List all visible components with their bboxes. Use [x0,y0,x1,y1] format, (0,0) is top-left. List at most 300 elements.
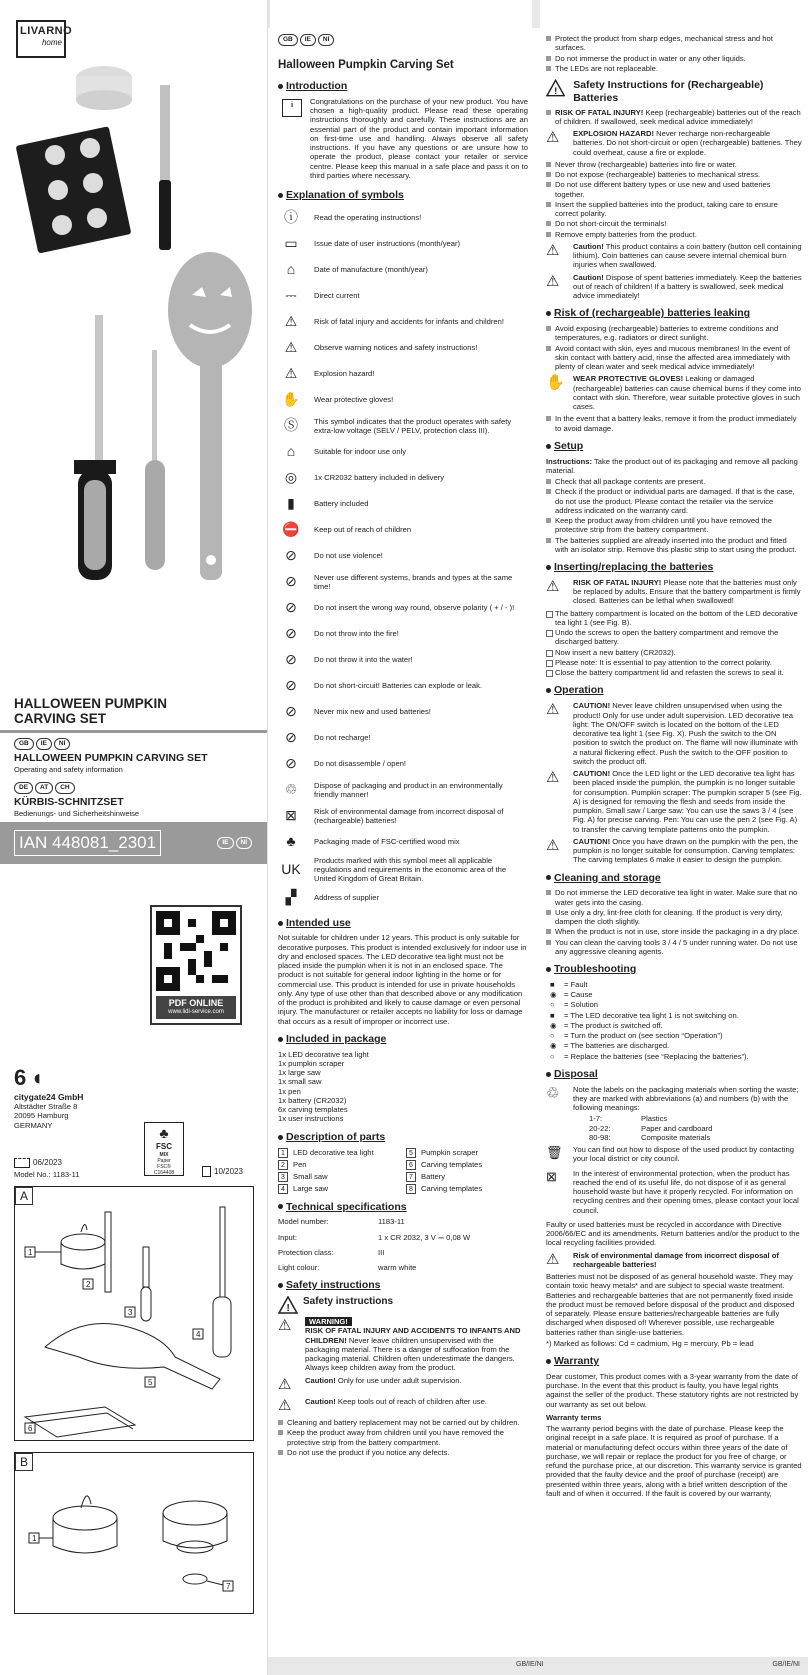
code-number: 80-98: [589,1132,611,1142]
env-text: Batteries must not be disposed of as general household waste. They may contain toxic heavy metals* and are subject to special waste treatment. Batteries and rechargeable batteries that are not permanently fixed inside the product must be removed before disposal of the product and disposed of separately. Please ensure batteries/rechargeable batteries are fully discharged when disposed of! Wherever possible, use rechargeable batteries rather than single-use batteries. [546,1272,795,1337]
symbol-row [278,466,528,490]
figure-a-drawing [15,1187,253,1440]
figure-b-drawing [15,1453,253,1613]
explosion-text: Never recharge non-rechargeable batteries. Do not short-circuit or open (rechargeable) batteries. They could overheat, cause a fire or explode. [573,129,802,157]
issue-date-icon: ▭ [284,235,298,252]
brand-sub: home [41,38,62,48]
svg-text:!: ! [286,1303,290,1315]
symbol-row [278,388,528,412]
mfg-date: 06/2023 [33,1158,62,1168]
environment-dispose-icon: ♲ [284,781,298,798]
safety-item: Do not use the product if you notice any defects. [278,1448,528,1457]
leak-heading: Risk of (rechargeable) batteries leaking [546,307,802,320]
content-column-2 [540,0,808,1675]
operation-caution-icon-3: ⚠ [546,836,560,854]
symbol-row [278,700,528,724]
part-item [278,1160,400,1170]
caution-1-text: Only for use under adult supervision. [335,1375,462,1385]
troubleshooting-list [546,980,802,1061]
cleaning-list [546,888,802,956]
warranty-terms-heading: Warranty terms [546,1412,602,1422]
no-short-circuit-icon: ⊘ [285,677,297,694]
setup-instr-text: Take the product out of its packaging and remove all packing material. [546,456,798,475]
footer-right: GB/IE/NI [772,1661,800,1668]
code-meaning: Paper and cardboard [641,1123,713,1133]
book-icon [202,1166,211,1177]
trouble-text: = The LED decorative tea light 1 is not switching on. [564,1010,739,1020]
symbol-row [278,284,528,308]
trouble-text: = Turn the product on (see section “Operation”) [564,1031,723,1041]
symbol-text: Do not disassemble / open! [314,759,407,769]
insert-item: The battery compartment is located on the bottom of the LED decorative tea light 1 (see Fig. B). [546,609,802,628]
intended-text: Not suitable for children under 12 years. This product is only suitable for decorative purposes. This product is intended exclusively for indoor use in dry and enclosed spaces. The LED decorative tea light must not be placed inside the pumpkin when it is not in an enclosed space. The product is not suitable for general indoor lighting in the home or for commercial use. This product is intended for use in private households only. Any type of use other than that described above or any modification of the product is prohibited and likely to cause damage or even personal injury. The manufacturer or retailer accepts no liability for loss or damage that occurs as a result of improper or incorrect use. [278,933,527,1026]
hdr-badge-gb: GB [278,34,298,46]
battery-item: Do not expose (rechargeable) batteries to mechanical stress. [546,170,802,179]
ian-badge-ie: IE [217,837,233,849]
coin-caution-bold: Caution! [573,241,604,251]
insert-item: Now insert a new battery (CR2032). [546,648,802,657]
package-item: 1x large saw [278,1068,321,1078]
symbol-text: Date of manufacture (month/year) [314,265,428,275]
insert-item: Please note: It is essential to pay attention to the correct polarity. [546,658,802,667]
dispose-caution-text: Dispose of spent batteries immediately. Keep the batteries out of reach of children! If a battery is swallowed, seek medical advice immediately! [573,272,802,301]
leak-list [546,324,802,371]
manufacture-date-icon: ⌂ [286,261,296,278]
age-number: 6 [14,1065,27,1090]
trouble-symbol: ■ [550,1010,555,1020]
ian-badge-ni: NI [236,837,253,849]
symbol-text: Risk of environmental damage from incorrect disposal of (rechargeable) batteries! [314,806,504,825]
spec-key: Input: [278,1232,297,1242]
trouble-symbol: ◉ [550,1020,557,1030]
content-column-1 [270,0,532,1675]
symbol-text: Battery included [314,499,369,509]
no-disassemble-icon: ⊘ [285,755,297,772]
lang-badges-header [278,34,528,46]
battery-item: Do not use different battery types or use new and used batteries together. [546,180,802,199]
part-item [406,1160,528,1170]
safety-item: Cleaning and battery replacement may not be carried out by children. [278,1418,528,1427]
gloves-text: Leaking or damaged (rechargeable) batteries can cause chemical burns if they come into contact with skin. Therefore, wear suitable protective gloves in such cases. [573,374,801,412]
figure-b [14,1452,254,1614]
trouble-symbol: ■ [550,979,555,989]
svg-text:7: 7 [226,1582,231,1591]
part-number: 2 [278,1160,288,1170]
part-label: Carving templates [421,1159,483,1169]
part-item [406,1172,528,1182]
setup-heading: Setup [546,440,802,453]
safety-heading: Safety instructions [278,1279,528,1292]
gloves-icon: ✋ [282,391,300,408]
qr-code [156,911,236,991]
parts-heading: Description of parts [278,1131,528,1144]
protect-item: Do not immerse the product in water or any other liquids. [546,54,802,63]
symbol-text: Never mix new and used batteries! [314,707,431,717]
code-row [573,1124,802,1133]
symbol-text: Explosion hazard! [314,369,375,379]
env-bold: Risk of environmental damage from incorrect disposal of rechargeable batteries! [573,1250,779,1269]
selv-icon: Ⓢ [284,417,298,434]
warranty-terms-text: The warranty period begins with the date of purchase. Please keep the original receipt in a safe place. It is required as proof of purchase. If a material or manufacturing defect occurs within three years of the date of purchase, we will repair or replace the product for you free of charge, or refund the purchase price, at our discretion. This warranty service is granted provided that the faulty device and the proof of purchase (receipt) are presented within three years, along with a brief written description of the fault and of when it occurred. If the fault is covered by our warranty, [546,1424,802,1498]
trouble-row [546,1011,802,1020]
symbol-row [278,336,528,360]
ukca-icon: UK [281,861,301,878]
symbol-text: Read the operating instructions! [314,213,422,223]
trouble-row [546,1031,802,1040]
insert-warning-text: Please note that the batteries must only be replaced by adults. Ensure that the battery compartment is firmly closed. Batteries can be lethal when swallowed! [573,577,801,606]
svg-text:5: 5 [148,1378,153,1387]
symbol-text: Direct current [314,291,360,301]
symbol-row [278,886,528,910]
hdr-badge-ie: IE [300,34,316,46]
symbol-row [278,544,528,568]
doc-title: Halloween Pumpkin Carving Set [278,59,454,71]
moon-icon: ◖ [30,1065,44,1090]
badge-gb: GB [14,738,34,750]
tech-heading: Technical specifications [278,1201,528,1214]
symbol-text: Suitable for indoor use only [314,447,407,457]
keep-away-children-icon: ⛔ [282,521,300,538]
battery-list [546,160,802,239]
supplier-icon: ▞ [285,889,297,906]
tech-spec-table [278,1217,528,1272]
part-number: 1 [278,1148,288,1158]
explosion-icon: ⚠ [546,129,560,147]
insert-item: Close the battery compartment lid and refasten the screws to seal it. [546,668,802,677]
symbol-text: Do not throw it into the water! [314,655,413,665]
trouble-symbol: ◉ [550,990,557,1000]
title-rule [0,730,268,733]
figure-a [14,1186,254,1441]
cleaning-item: Use only a dry, lint-free cloth for cleaning. If the product is very dirty, dampen the cloth slightly. [546,908,802,927]
symbol-text: Risk of fatal injury and accidents for infants and children! [314,317,504,327]
caution-1-bold: Caution! [305,1375,336,1385]
info-book-icon: i [282,99,302,117]
code-number: 1-7: [589,1114,603,1124]
trouble-text: = Replace the batteries (see “Replacing the batteries”). [564,1051,749,1061]
op1-text: Never leave children unsupervised when using the product! Only for use under adult supervision. LED decorative tea light: The ON/OFF switch is located on the bottom of the LED decorative tea light 1 (see Fig. X). Push the switch to the ON position to switch the product on. The flame will now illuminate with a natural flickering effect. Push the switch to the OFF position to switch the product off. [573,701,798,766]
package-item: 6x carving templates [278,1105,348,1115]
brand-name: LIVARNO [20,25,73,37]
battery-item: Do not short-circuit the terminals! [546,219,802,228]
symbol-text: Observe warning notices and safety instructions! [314,343,478,353]
child-danger-icon: ⚠ [284,313,298,330]
part-label: Large saw [293,1183,329,1193]
battery-safety-heading: Safety Instructions for (Rechargeable) Batteries [573,79,764,104]
op2-bold: CAUTION! [573,769,611,779]
gb-subtitle: Operating and safety information [14,764,123,774]
spec-value: warm white [378,1263,417,1273]
safety-subheading: Safety instructions [303,1296,394,1308]
operation-caution-icon-2: ⚠ [546,769,560,787]
cleaning-heading: Cleaning and storage [546,872,802,885]
symbol-text: Never use different systems, brands and types at the same time! [314,572,513,591]
trouble-symbol: ○ [550,1000,555,1010]
code-meaning: Plastics [641,1114,668,1124]
part-number: 3 [278,1172,288,1182]
op1-bold: CAUTION! [573,701,611,711]
symbol-row [278,310,528,334]
warning-notice-icon: ⚠ [284,339,298,356]
gb-title: HALLOWEEN PUMPKIN CARVING SET [14,752,208,764]
badge-ie: IE [36,738,52,750]
coin-battery-warning-icon: ⚠ [546,241,560,259]
intro-text: Congratulations on the purchase of your new product. You have chosen a high-quality product. Please read these operating instructions thoroughly and carefully. These instructions are an essential part of the product and contain important information on first-time use and handling. Always observe all safety instructions. If you have any questions or are unsure how to operate the product, please contact your retailer or service centre. Please keep this manual in a safe place and pass it on to third parties where necessary. [310,96,528,180]
ian-band [0,822,268,864]
symbols-list [278,206,528,910]
package-heading: Included in package [278,1033,528,1046]
symbol-row [278,622,528,646]
symbol-row [278,362,528,386]
battery-item: Remove empty batteries from the product. [546,230,802,239]
setup-item: Keep the product away from children until you have removed the protective strip from the battery compartment. [546,516,802,535]
setup-list [546,477,802,554]
symbol-text: Do not recharge! [314,733,371,743]
symbol-row [278,752,528,776]
crossed-bin-icon: ⊠ [546,1168,557,1184]
company-name: citygate24 GmbH [14,1091,84,1102]
package-item: 1x user instructions [278,1114,344,1124]
badge-ch: CH [55,782,74,794]
no-mix-batteries-icon: ⊘ [285,703,297,720]
figure-a-label: A [15,1187,33,1205]
symbol-text: Wear protective gloves! [314,395,394,405]
no-water-icon: ⊘ [285,651,297,668]
polarity-icon: ⊘ [285,599,297,616]
battery-item: Never throw (rechargeable) batteries into fire or water. [546,160,802,169]
op2-text: Once the LED light or the LED decorative tea light has been placed inside the pumpkin, the pumpkin is no longer suitable for consumption. Pumpkin scraper: The pumpkin scraper 5 (see Fig. A) is designed for removing the flesh and seeds from inside the pumpkin. Small saw / Large saw: You can use the saws 3 / 4 (see Fig. A) for precise carving. Pen: You can use the pen 2 (see Fig. A) to transfer the carving template patterns onto the pumpkin. [573,769,802,834]
symbol-text: This symbol indicates that the product operates with safety extra-low voltage (SELV / PELV, protection class III). [314,416,512,435]
fsc-code: FSC® C164408 [153,1164,175,1177]
cover-title: HALLOWEEN PUMPKIN CARVING SET [14,696,167,726]
troubleshooting-heading: Troubleshooting [546,963,802,976]
setup-item: Check that all package contents are present. [546,477,802,486]
risk-fatal-bold: RISK OF FATAL INJURY! [555,107,644,117]
protect-item: The LEDs are not replaceable. [546,64,802,73]
fsc-icon: ♣ [286,833,296,850]
trouble-row [546,1052,802,1061]
symbol-row [278,570,528,594]
figure-b-label: B [15,1453,33,1471]
disposal-text-2: You can find out how to dispose of the used product by contacting your local district or city council. [573,1145,794,1164]
trouble-symbol: ○ [550,1051,555,1061]
issue-date: 10/2023 [214,1166,243,1176]
symbol-row [278,726,528,750]
op3-text: Once you have drawn on the pumpkin with the pen, the pumpkin is no longer suitable for consumption. Carving templates: The carving templates 6 make it easier to design the pumpkin. [573,836,798,865]
code-number: 20-22: [589,1123,611,1133]
symbol-row [278,674,528,698]
recycle-codes [573,1114,802,1142]
intro-heading: Introduction [278,80,528,93]
symbol-row [278,518,528,542]
ian-number: IAN 448081_2301 [14,830,161,857]
dispose-caution-bold: Caution! [573,272,604,282]
fsc-mix: MIX [159,1151,169,1158]
operation-caution-icon-1: ⚠ [546,701,560,719]
warning-label: WARNING! [305,1317,352,1326]
symbol-row [278,440,528,464]
symbol-text: Do not short-circuit! Batteries can explode or leak. [314,681,482,691]
badge-ni: NI [54,738,71,750]
leak-item: Avoid contact with skin, eyes and mucous membranes! In the event of skin contact with battery acid, rinse the affected area immediately with plenty of clean water and seek medical advice immediately! [546,344,802,372]
symbol-text: Do not use violence! [314,551,383,561]
package-item: 1x small saw [278,1077,322,1087]
battery-icon: ▮ [287,495,295,512]
trouble-text: = Cause [564,990,593,1000]
spec-key: Protection class: [278,1247,334,1257]
symbol-row [278,258,528,282]
lang-badges-gb [14,738,264,750]
spec-value: III [378,1247,385,1257]
symbol-row [278,232,528,256]
no-mix-systems-icon: ⊘ [285,573,297,590]
explosion-icon: ⚠ [284,365,298,382]
de-title: KÜRBIS-SCHNITZSET [14,795,124,808]
indoor-icon: ⌂ [286,443,296,460]
child-warning-icon: ⚠ [278,1317,292,1335]
battery-warning-icon [546,79,565,97]
product-photo [0,50,268,590]
part-item [278,1184,400,1194]
spec-key: Light colour: [278,1263,320,1273]
part-number: 6 [406,1160,416,1170]
coin-caution-text: This product contains a coin battery (button cell containing lithium). Coin batteries can cause severe internal chemical burn injuries when swallowed. [573,241,802,270]
caution-2-bold: Caution! [305,1396,336,1406]
no-recharge-icon: ⊘ [285,729,297,746]
symbol-row [278,648,528,672]
symbol-text: Do not insert the wrong way round, observe polarity ( + / - )! [314,603,515,613]
trouble-text: = The batteries are discharged. [564,1041,670,1051]
spec-key: Model number: [278,1217,329,1227]
cleaning-item: When the product is not in use, store inside the packaging in a dry place. [546,927,802,936]
trouble-symbol: ◉ [550,1041,557,1051]
insert-heading: Inserting/replacing the batteries [546,561,802,574]
company-city: 20095 Hamburg [14,1111,69,1121]
fsc-text: FSC [156,1142,172,1152]
symbols-heading: Explanation of symbols [278,189,528,202]
package-item: 1x battery (CR2032) [278,1095,347,1105]
caution-2-text: Keep tools out of reach of children after use. [335,1396,487,1406]
company-country: GERMANY [14,1120,53,1130]
no-violence-icon: ⊘ [285,547,297,564]
symbol-text: Address of supplier [314,892,380,902]
part-number: 8 [406,1184,416,1194]
spec-value: 1 x CR 2032, 3 V ⎓ 0,08 W [378,1232,471,1242]
part-number: 7 [406,1172,416,1182]
disposal-heading: Disposal [546,1068,802,1081]
svg-text:2: 2 [86,1280,91,1289]
part-label: LED decorative tea light [293,1147,374,1157]
insert-item: Undo the screws to open the battery compartment and remove the discharged battery. [546,628,802,647]
part-item [406,1184,528,1194]
package-item: 1x pen [278,1086,301,1096]
gloves-bold: WEAR PROTECTIVE GLOVES! [573,374,684,384]
symbol-row [278,830,528,854]
factory-icon [14,1158,30,1168]
trouble-text: = Solution [564,1000,598,1010]
badge-at: AT [35,782,53,794]
qr-block[interactable] [150,905,242,1025]
symbol-row [278,492,528,516]
direct-current-icon: ⎓ [285,287,297,304]
protect-item: Protect the product from sharp edges, mechanical stress and hot surfaces. [546,34,802,53]
protect-list [546,34,802,73]
leak-remove-text: In the event that a battery leaks, remove it from the product immediately to avoid damage. [546,414,802,433]
warranty-heading: Warranty [546,1355,802,1368]
disposal-text-4: Faulty or used batteries must be recycled in accordance with Directive 2006/66/EC and its amendments. Return batteries and/or the product to the local recycling facilities provided. [546,1219,800,1248]
pdf-url[interactable]: www.lidl-service.com [168,1009,224,1016]
warning-triangle-icon [278,1296,298,1314]
footer-left: GB/IE/NI [516,1661,544,1668]
hdr-badge-ni: NI [318,34,335,46]
setup-instr-bold: Instructions: [546,456,592,466]
trouble-text: = Fault [564,979,588,989]
svg-text:3: 3 [128,1308,133,1317]
svg-text:!: ! [554,85,558,97]
safety-item: Keep the product away from children until you have removed the protective strip from the battery compartment. [278,1428,528,1447]
dispose-warning-icon: ⚠ [546,272,560,290]
package-item: 1x pumpkin scraper [278,1058,345,1068]
coin-battery-icon: ◎ [284,469,298,486]
battery-item: Insert the supplied batteries into the product, taking care to ensure correct polarity. [546,200,802,219]
trouble-row [546,990,802,999]
warranty-text: Dear customer, This product comes with a 3-year warranty from the date of purchase. In the event that this product is faulty, you have legal rights against the seller of the product. These statutory rights are not restricted by our warranty as set out below. [546,1371,799,1409]
spec-value: 1183-11 [378,1217,405,1227]
symbol-row [278,414,528,438]
code-meaning: Composite materials [641,1132,711,1142]
symbol-text: Dispose of packaging and product in an environmentally friendly manner! [314,780,503,799]
bin-icon: 🗑 [546,1145,563,1161]
part-label: Carving templates [421,1183,483,1193]
part-label: Pen [293,1159,307,1169]
setup-item: Check if the product or individual parts are damaged. If that is the case, do not use the product. Please contact the retailer via the service address indicated on the warranty card. [546,487,802,515]
symbol-row [278,778,528,802]
fsc-paper: Paper [157,1157,171,1164]
safety-list [278,1418,528,1457]
svg-text:1: 1 [32,1534,37,1543]
symbol-row [278,596,528,620]
symbol-text: 1x CR2032 battery included in delivery [314,473,445,483]
company-street: Altstädter Straße 8 [14,1102,78,1112]
env-footnote: *) Marked as follows: Cd = cadmium, Hg = mercury, Pb = lead [546,1338,754,1348]
package-item: 1x LED decorative tea light [278,1049,369,1059]
page-footer [268,1657,808,1675]
risk-fatal-text: Keep (rechargeable) batteries out of the reach of children. If swallowed, seek medical advice immediately! [555,107,801,126]
warning-1-bold: RISK OF FATAL INJURY AND ACCIDENTS TO INFANTS AND CHILDREN! [305,1326,521,1345]
svg-text:4: 4 [196,1330,201,1339]
pdf-online: PDF ONLINE [168,998,224,1009]
trouble-symbol: ○ [550,1031,555,1041]
symbol-text: Packaging made of FSC-certified wood mix [314,837,460,847]
read-instructions-icon: ⓘ [284,209,298,226]
badge-de: DE [14,782,33,794]
svg-text:6: 6 [28,1424,33,1433]
disposal-text-1: Note the labels on the packaging materials when sorting the waste; they are marked with abbreviations (a) and numbers (b) with the following meanings: [573,1084,799,1113]
setup-item: The batteries supplied are already inserted into the product and fitted with an isolator strip. Remove this plastic strip to start using the product. [546,536,802,555]
env-warning-icon: ⚠ [546,1250,560,1268]
part-label: Small saw [293,1171,328,1181]
code-row [573,1133,802,1142]
explosion-bold: EXPLOSION HAZARD! [573,129,655,139]
part-label: Battery [421,1171,446,1181]
symbol-row [278,856,528,884]
battery-disposal-icon: ⊠ [285,807,297,824]
trouble-row [546,1021,802,1030]
tree-icon: ♣ [159,1125,169,1141]
svg-text:1: 1 [28,1248,33,1257]
part-item [278,1172,400,1182]
model-number: Model No.: 1183-11 [14,1170,80,1179]
